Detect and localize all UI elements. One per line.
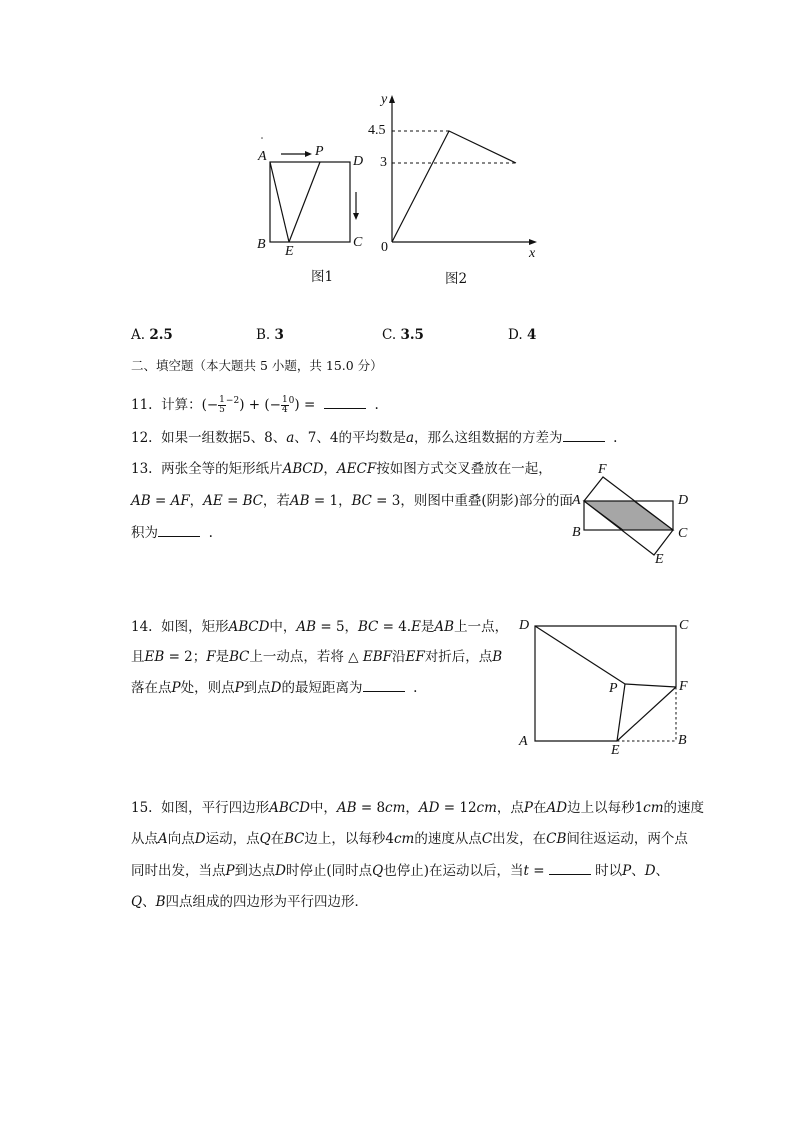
q11-plus: ) + (−	[239, 397, 281, 413]
q14-line-2: 且𝐸𝐵 = 2；𝐹是𝐵𝐶上一动点，若将 △ 𝐸𝐵𝐹沿𝐸𝐹对折后，点𝐵	[131, 649, 503, 665]
q15-line-3-text-a: 同时出发，当点𝑃到达点𝐷时停止(同时点𝑄也停止)在运动以后，当𝑡 =	[131, 863, 549, 879]
q14-label-F: F	[679, 679, 688, 694]
q13-label-C: C	[678, 526, 688, 541]
q11-f2-num: 1	[281, 395, 288, 405]
fig2-caption: 图2	[445, 271, 468, 287]
q15-line-2: 从点𝐴向点𝐷运动，点𝑄在𝐵𝐶边上，以每秒4𝑐𝑚的速度从点𝐶出发，在𝐶𝐵间往返运动，两个点	[131, 831, 688, 847]
fig1-label-C: C	[353, 235, 363, 250]
q15-line-3	[131, 862, 669, 880]
fig2-origin: 0	[381, 240, 388, 255]
q14-label-D: D	[519, 618, 530, 633]
fig2-x-label: x	[529, 246, 536, 261]
option-b-value: 3	[274, 327, 284, 343]
q14-rect-outline	[535, 626, 676, 741]
q13-label-B: B	[572, 525, 581, 540]
q11-label: 计算：(−	[161, 397, 219, 413]
q11-f1-den: 5	[219, 405, 225, 415]
q13-number: 13.	[131, 461, 153, 477]
q13-line-3-text: 积为	[131, 525, 158, 541]
q13-end: .	[208, 525, 213, 541]
q15-answer-blank[interactable]	[549, 862, 591, 875]
option-b-letter: B.	[256, 327, 271, 343]
q15-line-1	[131, 799, 704, 817]
q11-f1-num: 1	[219, 395, 225, 405]
q15-line-1-text: 如图，平行四边形𝐴𝐵𝐶𝐷中，𝐴𝐵 = 8𝑐𝑚，𝐴𝐷 = 12𝑐𝑚，点𝑃在𝐴𝐷边上以每秒1𝑐𝑚的速度	[161, 800, 705, 816]
option-c-letter: C.	[382, 327, 397, 343]
q15-line-3-text-b: 时以𝑃、𝐷、	[590, 863, 670, 879]
fig2-tick-45: 4.5	[368, 123, 386, 138]
section-2-title: 二、填空题（本大题共 5 小题，共 15.0 分）	[131, 358, 383, 373]
q14-line-PF	[625, 684, 676, 687]
fig1-label-E: E	[285, 244, 294, 259]
q13-label-D: D	[678, 493, 689, 508]
q13-label-F: F	[598, 462, 607, 477]
fig1-label-B: B	[257, 237, 266, 252]
q14-label-C: C	[679, 618, 689, 633]
q14-line-3-text: 落在点𝑃处，则点𝑃到点𝐷的最短距离为	[131, 680, 363, 696]
fig2-y-label: y	[381, 92, 388, 107]
q11-exp-2: 0	[288, 396, 295, 406]
q14-end: .	[413, 680, 418, 696]
q13-label-E: E	[655, 552, 664, 567]
q11-number: 11.	[131, 397, 153, 413]
fig2-tick-3: 3	[380, 155, 387, 170]
option-d-value: 4	[526, 327, 537, 343]
q14-label-A: A	[519, 734, 528, 749]
q11-f2-den: 4	[281, 405, 288, 415]
q14-line-PE	[617, 684, 625, 741]
option-a-value: 2.5	[149, 327, 173, 343]
q11-end: .	[374, 397, 379, 413]
fig1-caption: 图1	[311, 269, 334, 285]
fig1-label-D: D	[353, 154, 364, 169]
q14-line-1-text: 如图，矩形𝐴𝐵𝐶𝐷中，𝐴𝐵 = 5，𝐵𝐶 = 4.𝐸是𝐴𝐵上一点，	[161, 619, 509, 635]
fig1-label-A: A	[258, 149, 267, 164]
q14-line-DP	[535, 626, 625, 684]
fig1-label-P: P	[315, 144, 324, 159]
q14-label-E: E	[611, 743, 620, 758]
q13-label-A: A	[572, 493, 581, 508]
q11-equals: ) =	[294, 397, 320, 413]
q12-text: 如果一组数据5、8、𝑎、7、4的平均数是𝑎，那么这组数据的方差为	[161, 430, 563, 446]
q14-line-EF	[617, 687, 676, 741]
q15-number: 15.	[131, 800, 153, 816]
q14-label-P: P	[609, 681, 618, 696]
option-d-letter: D.	[508, 327, 523, 343]
q14-number: 14.	[131, 619, 153, 635]
option-c-value: 3.5	[400, 327, 424, 343]
option-a-letter: A.	[131, 327, 146, 343]
q12-number: 12.	[131, 430, 153, 446]
q15-line-4: 𝑄、𝐵四点组成的四边形为平行四边形．	[131, 894, 368, 910]
q13-line-1-text: 两张全等的矩形纸片𝐴𝐵𝐶𝐷，𝐴𝐸𝐶𝐹按如图方式交叉叠放在一起，	[161, 461, 552, 477]
q14-label-B: B	[678, 733, 687, 748]
q12-end: .	[613, 430, 618, 446]
q11-exp-1: −2	[225, 396, 240, 406]
q13-line-2: 𝐴𝐵 = 𝐴𝐹，𝐴𝐸 = 𝐵𝐶，若𝐴𝐵 = 1，𝐵𝐶 = 3，则图中重叠(阴影)部分的面	[131, 493, 573, 509]
